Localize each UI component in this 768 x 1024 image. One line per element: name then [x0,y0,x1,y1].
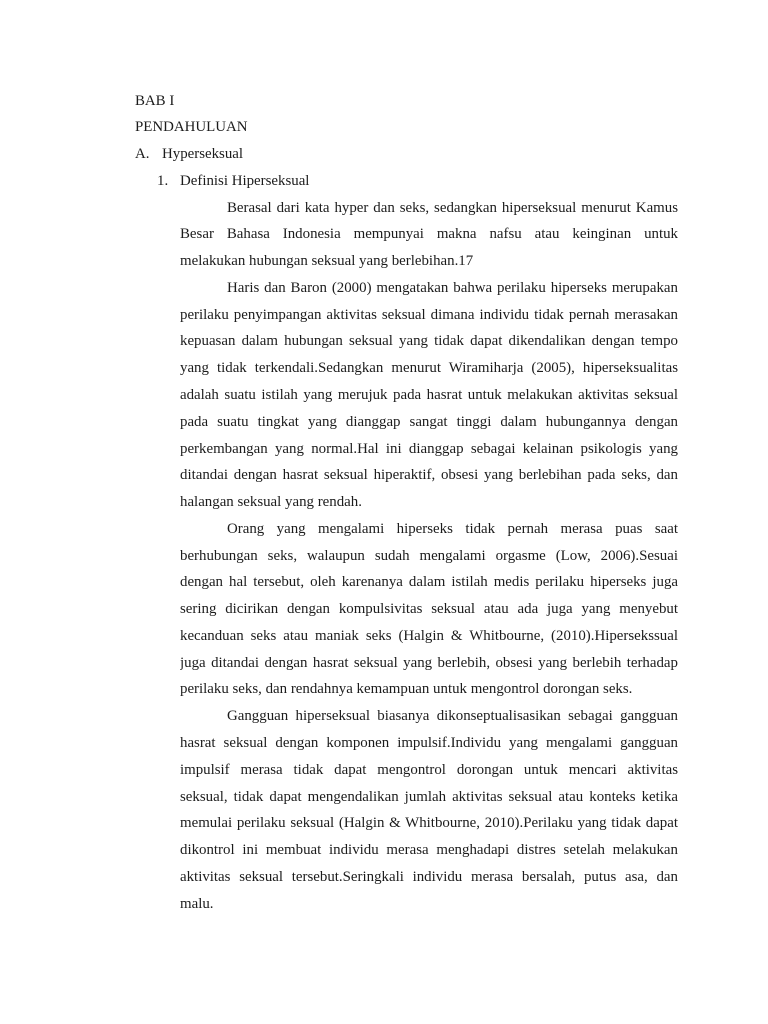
paragraph-1 [180,195,678,275]
body-line: Berasal dari kata hyper dan seks, sedangkan hiperseksual menurut Kamus [227,199,678,216]
subsection-marker: 1. [157,172,169,189]
subsection-heading [0,168,768,195]
body-line: dengan hal tersebut, oleh karenanya dalam istilah medis perilaku hiperseks juga [180,574,678,591]
body-line: melakukan hubungan seksual yang berlebihan.17 [180,253,474,270]
chapter-number: BAB I [135,92,175,109]
subsection-title: Definisi Hiperseksual [180,172,310,189]
body-line: juga ditandai dengan hasrat seksual yang berlebih, obsesi yang berlebih terhadap [180,654,678,671]
section-heading [0,141,768,168]
page-content [0,88,768,918]
body-line: malu. [180,895,214,912]
body-line: memulai perilaku seksual (Halgin & Whitbourne, 2010).Perilaku yang tidak dapat [180,815,678,832]
body-line: kecanduan seks atau maniak seks (Halgin & Whitbourne, (2010).Hipersekssual [180,627,678,644]
paragraph-3 [180,516,678,703]
paragraph-4 [180,703,678,917]
body-line: aktivitas seksual tersebut.Seringkali individu merasa bersalah, putus asa, dan [180,868,678,885]
body-line: adalah suatu istilah yang merujuk pada hasrat untuk melakukan aktivitas seksual [180,387,678,404]
body-line: hasrat seksual dengan komponen impulsif.Individu yang mengalami gangguan [180,734,678,751]
section-marker: A. [135,146,150,163]
body-line: sering dicirikan dengan kompulsivitas seksual atau ada juga yang menyebut [180,601,678,618]
body-line: perilaku seks, dan rendahnya kemampuan untuk mengontrol dorongan seks. [180,681,633,698]
body-line: perilaku penyimpangan aktivitas seksual dimana individu tidak pernah merasakan [180,306,678,323]
body-line: dikontrol ini membuat individu merasa menghadapi distres setelah melakukan [180,842,678,859]
body-line: impulsif merasa tidak dapat mengontrol dorongan untuk mencari aktivitas [180,761,678,778]
paragraph-2 [180,275,678,516]
body-line: Orang yang mengalami hiperseks tidak pernah merasa puas saat [227,520,678,537]
chapter-title: PENDAHULUAN [135,119,248,136]
body-line: berhubungan seks, walaupun sudah mengalami orgasme (Low, 2006).Sesuai [180,547,678,564]
body-line: ditandai dengan hasrat seksual hiperaktif, obsesi yang berlebihan pada seks, dan [180,467,678,484]
body-line: perkembangan yang normal.Hal ini dianggap sebagai kelainan psikologis yang [180,440,678,457]
body-line: kepuasan dalam hubungan seksual yang tidak dapat dikendalikan dengan tempo [180,333,678,350]
body-line: Besar Bahasa Indonesia mempunyai makna nafsu atau keinginan untuk [180,226,678,243]
body-line: Gangguan hiperseksual biasanya dikonseptualisasikan sebagai gangguan [227,708,678,725]
body-line: yang tidak terkendali.Sedangkan menurut Wiramiharja (2005), hiperseksualitas [180,360,678,377]
body-line: Haris dan Baron (2000) mengatakan bahwa perilaku hiperseks merupakan [227,279,678,296]
body-line: pada suatu tingkat yang dianggap sangat tinggi dalam hubungannya dengan [180,413,678,430]
section-title: Hyperseksual [162,146,244,163]
body-line: seksual, tidak dapat mengendalikan jumlah aktivitas seksual atau konteks ketika [180,788,678,805]
body-line: halangan seksual yang rendah. [180,494,362,511]
